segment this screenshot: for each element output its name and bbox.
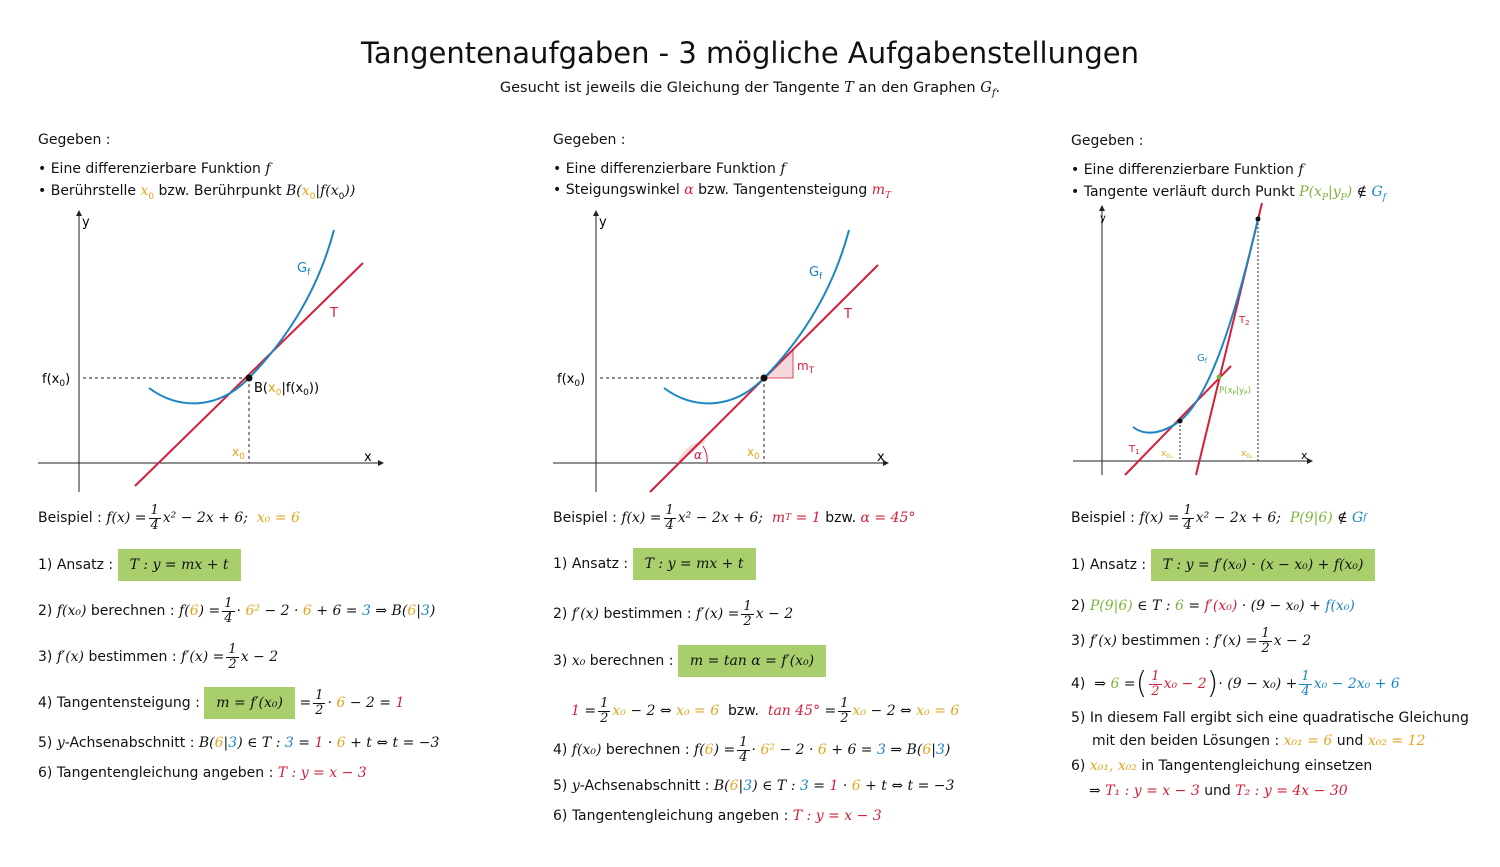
step-1: 1) Ansatz : T : y = f′(x₀) · (x − x₀) + f(x₀) xyxy=(1071,546,1375,584)
given-item-function: • Eine differenzierbare Funktion f xyxy=(38,161,271,177)
given-item-slope: • Steigungswinkel α bzw. Tangentensteigung $m_T$ xyxy=(553,182,892,201)
p-label: $P(x_P|y_P)$ xyxy=(1219,386,1251,397)
step-4: 4) ⇒ 6 = ( $\frac{1}{2}$ x₀ − 2 ) · (9 − x₀) + $\frac{1}{4}$ x₀ − 2x₀ + 6 xyxy=(1071,666,1400,701)
given-item-point: • Tangente verläuft durch Punkt $P(x_P|y_P)$ ∉ $G_f$ xyxy=(1071,184,1386,203)
t-label: T xyxy=(844,307,852,322)
step-6-line-1: 6) x₀₁, x₀₂ in Tangentengleichung einsetzen xyxy=(1071,758,1373,774)
step-1: 1) Ansatz : T : y = mx + t xyxy=(553,545,756,583)
gf-label: $G_f$ xyxy=(809,265,823,282)
x01-label: $x_{0_1}$ xyxy=(1161,449,1173,460)
b-point-label: $B(x_0|f(x_0))$ xyxy=(254,381,320,398)
y-axis-label: y xyxy=(1100,213,1106,224)
angle-arc xyxy=(703,446,707,463)
step-5: 5) y-Achsenabschnitt : B(6|3) ∈ T : 3 = 1 · 6 + t ⇔ t = −3 xyxy=(553,778,955,794)
given-label: Gegeben : xyxy=(553,132,626,148)
step-3: 3) x₀ berechnen : m = tan α = f′(x₀) xyxy=(553,641,826,681)
column-aeusserer-punkt xyxy=(1071,0,1496,867)
step-2: 2) P(9|6) ∈ T : 6 = f′(x₀) · (9 − x₀) + f(x₀) xyxy=(1071,598,1355,614)
ansatz-box: T : y = f′(x₀) · (x − x₀) + f(x₀) xyxy=(1151,549,1376,581)
step-4: 4) Tangentensteigung : m = f′(x₀) = $\frac{1}{2}$ · 6 − 2 = 1 xyxy=(38,687,405,718)
external-point-p xyxy=(1217,375,1222,380)
touch-point xyxy=(761,375,768,382)
given-item-point: • Berührstelle $x_0$ bzw. Berührpunkt $B(x_0|f(x_0))$ xyxy=(38,183,356,202)
step-3: 3) f′(x) bestimmen : f′(x) = $\frac{1}{2}$ x − 2 xyxy=(1071,625,1312,656)
graph-3 xyxy=(1071,205,1321,480)
alpha-label: α xyxy=(694,448,702,462)
step-6: 6) Tangentengleichung angeben : T : y = x − 3 xyxy=(38,765,367,781)
step-3-solution: 1 = $\frac{1}{2}$ x₀ − 2 ⇔ x₀ = 6 bzw. tan 45° = $\frac{1}{2}$ x₀ − 2 ⇔ x₀ = 6 xyxy=(571,695,960,726)
given-item-function: • Eine differenzierbare Funktion f xyxy=(1071,162,1304,178)
example-line: Beispiel : f(x) = $\frac{1}{4}$ x² − 2x + 6; P(9|6) ∉ G f xyxy=(1071,502,1367,533)
step-2: 2) f(x₀) berechnen : f( 6 ) = $\frac{1}{4}$ · 6² − 2 · 6 + 6 = 3 ⇒ B( 6 | 3 ) xyxy=(38,595,436,626)
ansatz-box: T : y = mx + t xyxy=(118,549,241,581)
example-line: Beispiel : f(x) = $\frac{1}{4}$ x² − 2x + 6; x₀ = 6 xyxy=(38,502,300,533)
step-5-line-2: mit den beiden Lösungen : x₀₁ = 6 und x₀₂ = 12 xyxy=(1092,733,1426,749)
given-label: Gegeben : xyxy=(38,132,111,148)
x-axis-label: x xyxy=(364,450,372,465)
x-axis-label: x xyxy=(1301,449,1308,462)
step-2: 2) f′(x) bestimmen : f′(x) = $\frac{1}{2}$ x − 2 xyxy=(553,598,794,629)
t1-label: $T_1$ xyxy=(1129,444,1140,456)
touch-point-1 xyxy=(1178,419,1183,424)
slope-box: m = f′(x₀) xyxy=(204,687,295,719)
step-6: 6) Tangentengleichung angeben : T : y = x − 3 xyxy=(553,808,882,824)
x0-label: $x_0$ xyxy=(232,445,245,462)
y-axis-label: y xyxy=(599,215,607,230)
x02-label: $x_{0_2}$ xyxy=(1241,449,1253,460)
gf-label: $G_f$ xyxy=(1197,353,1208,365)
fx0-label: $f(x_0)$ xyxy=(557,372,586,389)
column-steigung xyxy=(553,0,1013,867)
given-label: Gegeben : xyxy=(1071,133,1144,149)
column-beruehrstelle xyxy=(38,0,478,867)
page-title: Tangentenaufgaben - 3 mögliche Aufgabenstellungen xyxy=(361,36,1139,70)
y-axis-label: y xyxy=(82,215,90,230)
function-curve xyxy=(664,230,849,403)
example-line: Beispiel : f(x) = $\frac{1}{4}$ x² − 2x + 6; m T = 1 bzw. α = 45° xyxy=(553,502,916,533)
step-5: 5) y-Achsenabschnitt : B(6|3) ∈ T : 3 = 1 · 6 + t ⇔ t = −3 xyxy=(38,735,440,751)
x0-label: $x_0$ xyxy=(747,445,760,462)
step-5-line-1: 5) In diesem Fall ergibt sich eine quadratische Gleichung xyxy=(1071,710,1469,726)
gf-label: $G_f$ xyxy=(297,261,311,278)
angle-box: m = tan α = f′(x₀) xyxy=(678,645,826,677)
t-label: T xyxy=(330,306,338,321)
step-4: 4) f(x₀) berechnen : f( 6 ) = $\frac{1}{4}$ · 6² − 2 · 6 + 6 = 3 ⇒ B( 6 | 3 ) xyxy=(553,734,951,765)
ansatz-box: T : y = mx + t xyxy=(633,548,756,580)
function-curve xyxy=(149,230,334,403)
t2-label: $T_2$ xyxy=(1239,315,1250,327)
fx0-label: $f(x_0)$ xyxy=(42,372,71,389)
given-item-function: • Eine differenzierbare Funktion f xyxy=(553,161,786,177)
page-subtitle: Gesucht ist jeweils die Gleichung der Tangente T an den Graphen $G_f$. xyxy=(499,80,1001,99)
graph-1 xyxy=(38,210,388,495)
graph-2 xyxy=(553,210,903,495)
step-6-line-2: ⇒ T₁ : y = x − 3 und T₂ : y = 4x − 30 xyxy=(1089,783,1348,799)
step-3: 3) f′(x) bestimmen : f′(x) = $\frac{1}{2}$ x − 2 xyxy=(38,641,279,672)
step-1: 1) Ansatz : T : y = mx + t xyxy=(38,546,241,584)
touch-point-2 xyxy=(1256,217,1261,222)
mt-label: $m_T$ xyxy=(797,359,815,376)
touch-point xyxy=(246,375,253,382)
x-axis-label: x xyxy=(877,450,885,465)
